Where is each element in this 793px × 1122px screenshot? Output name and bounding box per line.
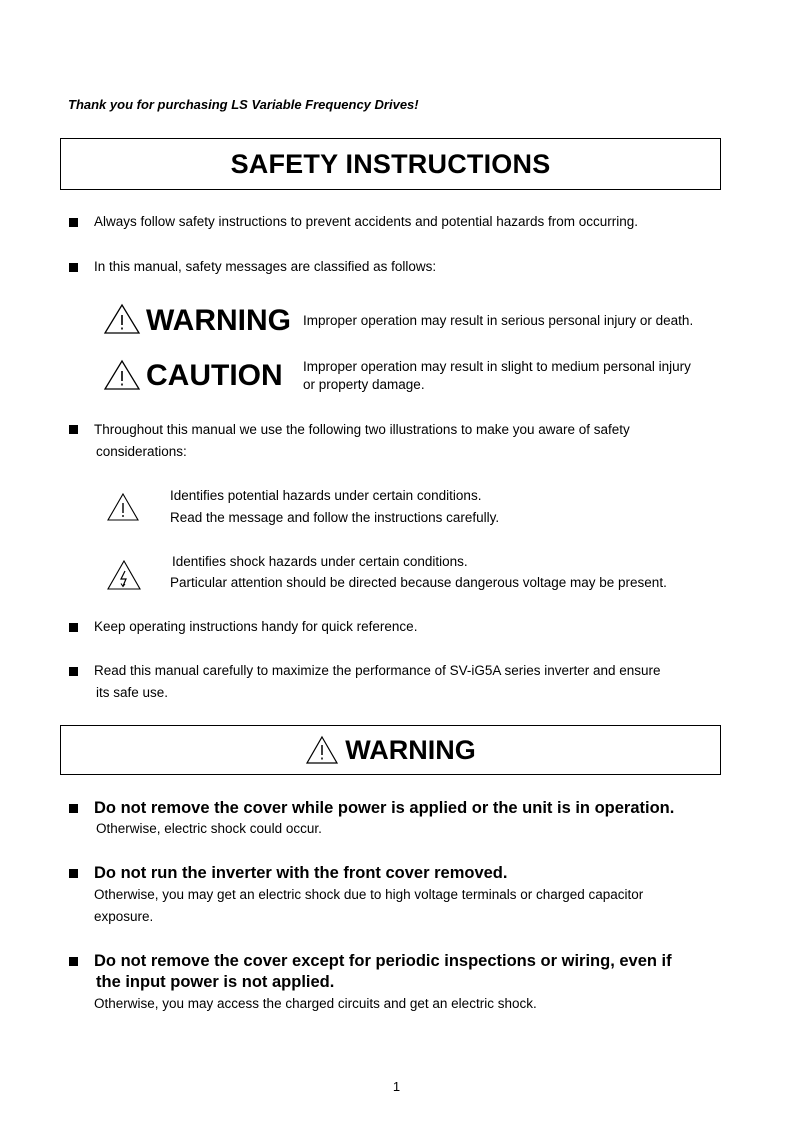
warning-item-heading: Do not remove the cover except for periodic inspections or wiring, even if [94, 952, 672, 970]
bullet-text: Keep operating instructions handy for quick reference. [94, 619, 418, 634]
exclamation-triangle-icon [106, 492, 140, 522]
caution-triangle-icon [103, 359, 141, 391]
warning-item-heading: Do not run the inverter with the front cover removed. [94, 864, 508, 882]
general-hazard-line2: Read the message and follow the instructions carefully. [170, 510, 500, 525]
bullet-icon [69, 957, 78, 966]
bullet-text-continued: considerations: [96, 444, 187, 459]
warning-section-triangle-icon [305, 735, 339, 765]
bullet-icon [69, 425, 78, 434]
caution-label: CAUTION [146, 359, 283, 392]
warning-section-title: WARNING [345, 734, 476, 765]
caution-description-line2: or property damage. [303, 377, 425, 392]
page-number: 1 [392, 1079, 401, 1094]
caution-description-line1: Improper operation may result in slight to medium personal injury [303, 359, 691, 374]
warning-item-detail: Otherwise, electric shock could occur. [96, 821, 322, 836]
bullet-text-continued: its safe use. [96, 685, 169, 700]
bullet-icon [69, 667, 78, 676]
warning-triangle-icon [103, 303, 141, 335]
bullet-text: Read this manual carefully to maximize the performance of SV-iG5A series inverter and ensure [94, 663, 661, 678]
shock-hazard-line2: Particular attention should be directed because dangerous voltage may be present. [170, 575, 667, 590]
warning-item-heading-continued: the input power is not applied. [96, 973, 335, 991]
page-title: SAFETY INSTRUCTIONS [230, 148, 551, 179]
bullet-icon [69, 869, 78, 878]
warning-item-detail: Otherwise, you may get an electric shock due to high voltage terminals or charged capacitor [94, 887, 644, 902]
warning-label: WARNING [146, 304, 291, 337]
electric-shock-triangle-icon [106, 559, 142, 591]
warning-item-detail-continued: exposure. [94, 909, 154, 924]
general-hazard-line1: Identifies potential hazards under certain conditions. [170, 488, 482, 503]
bullet-icon [69, 804, 78, 813]
bullet-text: In this manual, safety messages are classified as follows: [94, 259, 437, 274]
warning-description: Improper operation may result in serious personal injury or death. [303, 313, 694, 328]
warning-item-heading: Do not remove the cover while power is applied or the unit is in operation. [94, 799, 675, 817]
bullet-icon [69, 263, 78, 272]
bullet-icon [69, 218, 78, 227]
bullet-icon [69, 623, 78, 632]
warning-section-title-box [60, 725, 721, 775]
bullet-text: Always follow safety instructions to prevent accidents and potential hazards from occurring. [94, 214, 639, 229]
thank-you-note: Thank you for purchasing LS Variable Frequency Drives! [68, 97, 419, 112]
safety-title-box [60, 138, 721, 190]
shock-hazard-line1: Identifies shock hazards under certain conditions. [172, 554, 468, 569]
bullet-text: Throughout this manual we use the following two illustrations to make you aware of safety [94, 422, 630, 437]
warning-item-detail: Otherwise, you may access the charged circuits and get an electric shock. [94, 996, 537, 1011]
